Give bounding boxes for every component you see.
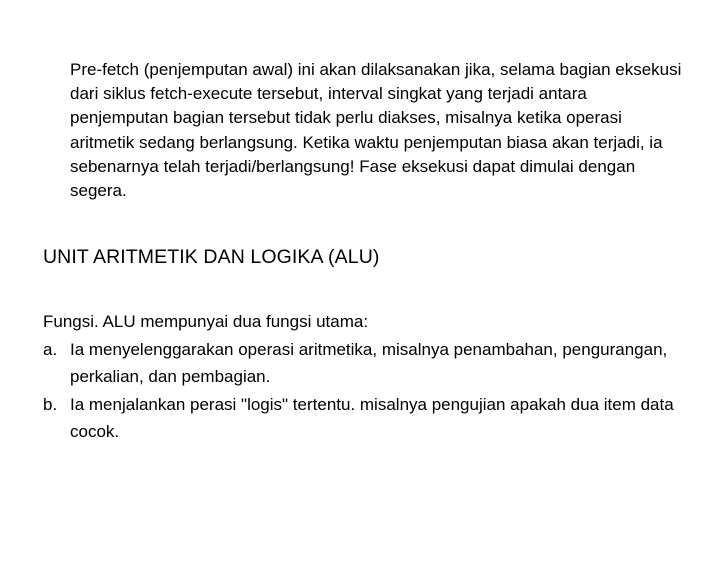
list-item-text: Ia menyelenggarakan operasi aritmetika, misalnya penambahan, pengurangan, perkalian, dan pembagian. bbox=[70, 339, 668, 386]
list-item-marker: a. bbox=[43, 339, 58, 359]
section-heading: UNIT ARITMETIK DAN LOGIKA (ALU) bbox=[43, 246, 380, 268]
alu-section-body bbox=[43, 308, 683, 446]
alu-lead-text: Fungsi. ALU mempunyai dua fungsi utama: bbox=[43, 312, 369, 331]
prefetch-term: Pre-fetch bbox=[70, 60, 139, 79]
list-item bbox=[43, 336, 683, 391]
intro-paragraph bbox=[70, 58, 682, 203]
intro-text: (penjemputan awal) ini akan dilaksanakan jika, selama bagian eksekusi dari siklus fetch-execute tersebut, interval singkat yang terjadi antara penjemputan bagian tersebut tidak perlu diakses, misalnya ketika operasi aritmetik sedang berlangsung. Ketika waktu penjemputan biasa akan terjadi, ia sebenarnya telah terjadi/berlangsung! Fase eksekusi dapat dimulai dengan segera. bbox=[70, 60, 682, 201]
list-item-text: Ia menjalankan perasi "logis" tertentu. misalnya pengujian apakah dua item data cocok. bbox=[70, 394, 674, 441]
alu-functions-list bbox=[43, 336, 683, 446]
list-item-marker: b. bbox=[43, 394, 58, 414]
list-item bbox=[43, 391, 683, 446]
